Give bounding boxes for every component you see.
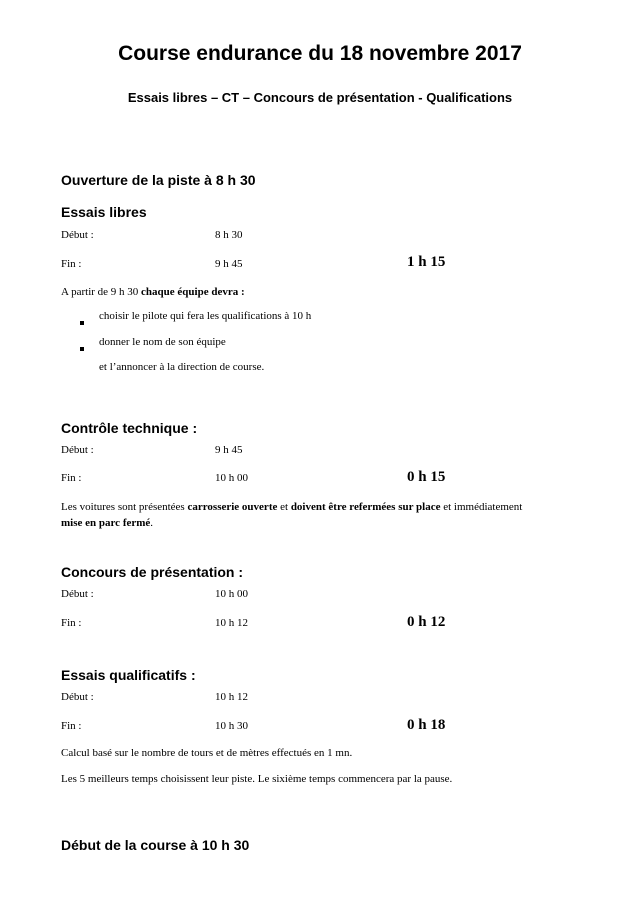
essais-libres-fin-value: 9 h 45	[215, 258, 243, 270]
qualifs-duration: 0 h 18	[407, 717, 446, 733]
page-title: Course endurance du 18 novembre 2017	[118, 42, 522, 65]
page-subtitle: Essais libres – CT – Concours de présentation - Qualifications	[127, 90, 513, 105]
controle-duration: 0 h 15	[407, 469, 446, 485]
controle-fin-value: 10 h 00	[215, 472, 248, 484]
bullet-item-2: donner le nom de son équipe	[99, 336, 226, 348]
concours-duration: 0 h 12	[407, 614, 446, 630]
race-start-heading: Début de la course à 10 h 30	[61, 837, 250, 853]
controle-text-4: .	[150, 517, 154, 529]
qualifs-heading: Essais qualificatifs :	[61, 667, 196, 683]
concours-heading: Concours de présentation :	[61, 564, 244, 580]
controle-heading: Contrôle technique :	[61, 420, 198, 436]
controle-text	[61, 499, 531, 531]
controle-text-1: Les voitures sont présentées	[61, 501, 188, 513]
controle-fin-label: Fin :	[61, 472, 82, 484]
controle-bold-3: mise en parc fermé	[61, 517, 151, 529]
essais-libres-heading: Essais libres	[61, 204, 147, 220]
concours-debut-label: Début :	[61, 588, 94, 600]
controle-bold-2: doivent être refermées sur place	[290, 501, 441, 513]
opening-heading: Ouverture de la piste à 8 h 30	[61, 172, 256, 188]
qualifs-debut-label: Début :	[61, 691, 94, 703]
essais-libres-intro	[61, 284, 541, 300]
concours-fin-label: Fin :	[61, 617, 82, 629]
bullet-item-1: choisir le pilote qui fera les qualifications à 10 h	[99, 310, 312, 322]
qualifs-fin-value: 10 h 30	[215, 720, 248, 732]
essais-libres-intro-bold: chaque équipe devra :	[141, 286, 245, 298]
concours-debut-value: 10 h 00	[215, 588, 248, 600]
controle-text-2: et	[277, 501, 291, 513]
bullet-marker-2	[80, 342, 84, 354]
qualifs-note-2: Les 5 meilleurs temps choisissent leur piste. Le sixième temps commencera par la pause.	[61, 773, 453, 785]
essais-libres-intro-text: A partir de 9 h 30	[61, 286, 142, 298]
concours-fin-value: 10 h 12	[215, 617, 248, 629]
controle-debut-label: Début :	[61, 444, 94, 456]
qualifs-debut-value: 10 h 12	[215, 691, 248, 703]
controle-text-3: et immédiatement	[440, 501, 523, 513]
essais-libres-duration: 1 h 15	[407, 254, 446, 270]
bullet-marker-1	[80, 316, 84, 328]
controle-bold-1: carrosserie ouverte	[187, 501, 278, 513]
essais-libres-fin-label: Fin :	[61, 258, 82, 270]
controle-debut-value: 9 h 45	[215, 444, 243, 456]
essais-libres-debut-value: 8 h 30	[215, 229, 243, 241]
qualifs-fin-label: Fin :	[61, 720, 82, 732]
essais-libres-continuation: et l’annoncer à la direction de course.	[99, 361, 265, 373]
essais-libres-debut-label: Début :	[61, 229, 94, 241]
qualifs-note-1: Calcul basé sur le nombre de tours et de mètres effectués en 1 mn.	[61, 747, 353, 759]
